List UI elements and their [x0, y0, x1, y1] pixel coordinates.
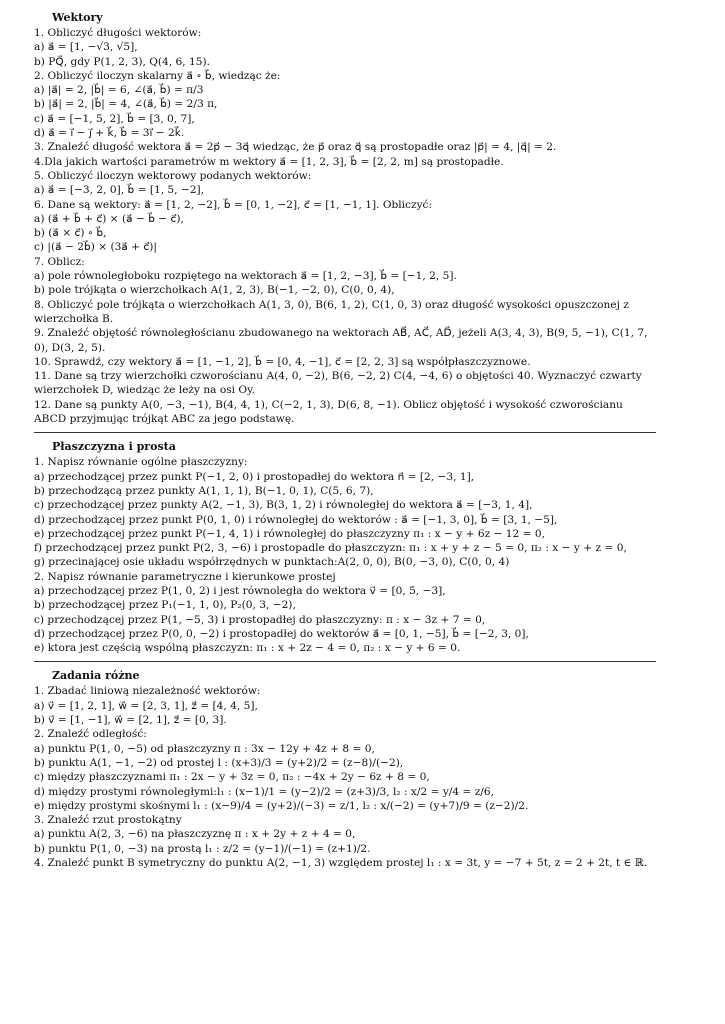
exercise-line: 3. Znaleźć długość wektora a⃗ = 2p⃗ − 3q⃗ wiedząc, że p⃗ oraz q⃗ są prostopadłe oraz |p⃗| = 4, |q⃗| = 2.: [34, 141, 557, 154]
section-plane-and-line: [34, 439, 656, 655]
exercise-line: e) przechodzącej przez punkt P(−1, 4, 1) i równoległej do płaszczyzny π₁ : x − y + 6z − 12 = 0,: [34, 527, 545, 540]
exercise-line: f) przechodzącej przez punkt P(2, 3, −6) i prostopadle do płaszczyzn: π₁ : x + y + z − 5 = 0, π₂ : x − y + z = 0,: [34, 542, 627, 555]
exercise-line: b) przechodzącą przez punkty A(1, 1, 1), B(−1, 0, 1), C(5, 6, 7),: [34, 484, 374, 497]
exercise-line: b) |a⃗| = 2, |b⃗| = 4, ∠(a⃗, b⃗) = 2/3 π,: [34, 98, 218, 111]
exercise-line: a) a⃗ = [−3, 2, 0], b⃗ = [1, 5, −2],: [34, 184, 205, 197]
exercise-line: b) punktu A(1, −1, −2) od prostej l : (x+3)/3 = (y+2)/2 = (z−8)/(−2),: [34, 756, 404, 769]
exercise-line: 2. Znaleźć odległość:: [34, 728, 147, 741]
exercise-line: b) v⃗ = [1, −1], w⃗ = [2, 1], z⃗ = [0, 3].: [34, 714, 227, 727]
section-title: Płaszczyzna i prosta: [52, 440, 176, 454]
exercise-line: c) a⃗ = [−1, 5, 2], b⃗ = [3, 0, 7],: [34, 112, 195, 125]
exercise-line: 11. Dane są trzy wierzchołki czworościanu A(4, 0, −2), B(6, −2, 2) C(4, −4, 6) o objętości 40. Wyznaczyć czwarty wierzchołek D, wiedząc że leży na osi Oy.: [34, 370, 642, 397]
exercise-line: c) |(a⃗ − 2b⃗) × (3a⃗ + c⃗)|: [34, 241, 157, 254]
exercise-line: c) między płaszczyznami π₁ : 2x − y + 3z = 0, π₂ : −4x + 2y − 6z + 8 = 0,: [34, 771, 430, 784]
exercise-line: 2. Napisz równanie parametryczne i kierunkowe prostej: [34, 570, 336, 583]
exercise-line: b) (a⃗ × c⃗) ∘ b⃗,: [34, 227, 107, 240]
section-misc-problems: [34, 668, 656, 870]
exercise-line: 5. Obliczyć iloczyn wektorowy podanych wektorów:: [34, 169, 312, 182]
exercise-line: 8. Obliczyć pole trójkąta o wierzchołkach A(1, 3, 0), B(6, 1, 2), C(1, 0, 3) oraz długość wysokości opuszczonej z wierzchołka B.: [34, 298, 629, 325]
exercise-line: a) a⃗ = [1, −√3, √5],: [34, 41, 138, 54]
exercise-line: 10. Sprawdź, czy wektory a⃗ = [1, −1, 2], b⃗ = [0, 4, −1], c⃗ = [2, 2, 3] są współpłaszczyznowe.: [34, 355, 531, 368]
exercise-line: b) pole trójkąta o wierzchołkach A(1, 2, 3), B(−1, −2, 0), C(0, 0, 4),: [34, 284, 395, 297]
exercise-line: 9. Znaleźć objętość równoległościanu zbudowanego na wektorach AB⃗, AC⃗, AD⃗, jeżeli A(3, 4, 3), B(9, 5, −1), C(1, 7, 0), D(3, 2, 5).: [34, 327, 648, 354]
exercise-line: 4. Znaleźć punkt B symetryczny do punktu A(2, −1, 3) względem prostej l₁ : x = 3t, y = −7 + 5t, z = 2 + 2t, t ∈ ℝ.: [34, 857, 648, 870]
exercise-line: 3. Znaleźć rzut prostokątny: [34, 814, 182, 827]
exercise-line: d) a⃗ = i⃗ − j⃗ + k⃗, b⃗ = 3i⃗ − 2k⃗.: [34, 127, 185, 140]
exercise-line: 2. Obliczyć iloczyn skalarny a⃗ ∘ b⃗, wiedząc że:: [34, 69, 281, 82]
section-title: Zadania różne: [52, 669, 140, 683]
exercise-line: 1. Zbadać liniową niezależność wektorów:: [34, 685, 261, 698]
exercise-line: 6. Dane są wektory: a⃗ = [1, 2, −2], b⃗ = [0, 1, −2], c⃗ = [1, −1, 1]. Obliczyć:: [34, 198, 433, 211]
exercise-line: 4.Dla jakich wartości parametrów m wektory a⃗ = [1, 2, 3], b⃗ = [2, 2, m] są prostopadłe.: [34, 155, 504, 168]
exercise-line: d) między prostymi równoległymi:l₁ : (x−1)/1 = (y−2)/2 = (z+3)/3, l₂ : x/2 = y/4 = z/6,: [34, 785, 494, 798]
exercise-line: 12. Dane są punkty A(0, −3, −1), B(4, 4, 1), C(−2, 1, 3), D(6, 8, −1). Oblicz objętość i wysokość czworościanu ABCD przyjmując trójkąt ABC za jego podstawę.: [34, 398, 623, 426]
exercise-line: a) pole równoległoboku rozpiętego na wektorach a⃗ = [1, 2, −3], b⃗ = [−1, 2, 5].: [34, 270, 457, 283]
section-divider: [34, 432, 656, 433]
exercise-line: a) przechodzącej przez punkt P(−1, 2, 0) i prostopadłej do wektora n⃗ = [2, −3, 1],: [34, 470, 475, 483]
exercise-line: 1. Obliczyć długości wektorów:: [34, 27, 202, 39]
exercise-line: b) przechodzącej przez P₁(−1, 1, 0), P₂(0, 3, −2),: [34, 599, 296, 612]
exercise-line: e) ktora jest częścią wspólną płaszczyzn: π₁ : x + 2z − 4 = 0, π₂ : x − y + 6 = 0.: [34, 642, 461, 655]
exercise-line: 7. Oblicz:: [34, 255, 85, 268]
document-page: [34, 10, 656, 870]
exercise-line: d) przechodzącej przez P(0, 0, −2) i prostopadłej do wektorów a⃗ = [0, 1, −5], b⃗ = [−2, 3, 0],: [34, 627, 529, 640]
exercise-line: 1. Napisz równanie ogólne płaszczyzny:: [34, 456, 248, 469]
exercise-line: a) punktu P(1, 0, −5) od płaszczyzny π : 3x − 12y + 4z + 8 = 0,: [34, 742, 375, 755]
section-title: Wektory: [52, 11, 103, 24]
exercise-line: b) PQ⃗, gdy P(1, 2, 3), Q(4, 6, 15).: [34, 55, 210, 68]
exercise-line: d) przechodzącej przez punkt P(0, 1, 0) i równoległej do wektorów : a⃗ = [−1, 3, 0], b⃗ = [3, 1, −5],: [34, 513, 558, 526]
exercise-line: g) przecinającej osie układu współrzędnych w punktach:A(2, 0, 0), B(0, −3, 0), C(0, 0, 4): [34, 556, 510, 569]
section-divider: [34, 661, 656, 662]
exercise-line: a) |a⃗| = 2, |b⃗| = 6, ∠(a⃗, b⃗) = π/3: [34, 84, 204, 97]
exercise-line: e) między prostymi skośnymi l₁ : (x−9)/4 = (y+2)/(−3) = z/1, l₂ : x/(−2) = (y+7)/9 = (z−2)/2.: [34, 799, 529, 812]
exercise-line: a) punktu A(2, 3, −6) na płaszczyznę π : x + 2y + z + 4 = 0,: [34, 828, 356, 841]
exercise-line: a) przechodzącej przez P(1, 0, 2) i jest równoległa do wektora v⃗ = [0, 5, −3],: [34, 584, 446, 597]
exercise-line: c) przechodzącej przez punkty A(2, −1, 3), B(3, 1, 2) i równoległej do wektora a⃗ = [−3, 1, 4],: [34, 499, 533, 512]
exercise-line: a) v⃗ = [1, 2, 1], w⃗ = [2, 3, 1], z⃗ = [4, 4, 5],: [34, 699, 258, 712]
exercise-line: a) (a⃗ + b⃗ + c⃗) × (a⃗ − b⃗ − c⃗),: [34, 212, 184, 225]
section-vectors: [34, 10, 656, 426]
exercise-line: b) punktu P(1, 0, −3) na prostą l₁ : z/2 = (y−1)/(−1) = (z+1)/2.: [34, 842, 371, 855]
exercise-line: c) przechodzącej przez P(1, −5, 3) i prostopadłej do płaszczyzny: π : x − 3z + 7 = 0,: [34, 613, 486, 626]
